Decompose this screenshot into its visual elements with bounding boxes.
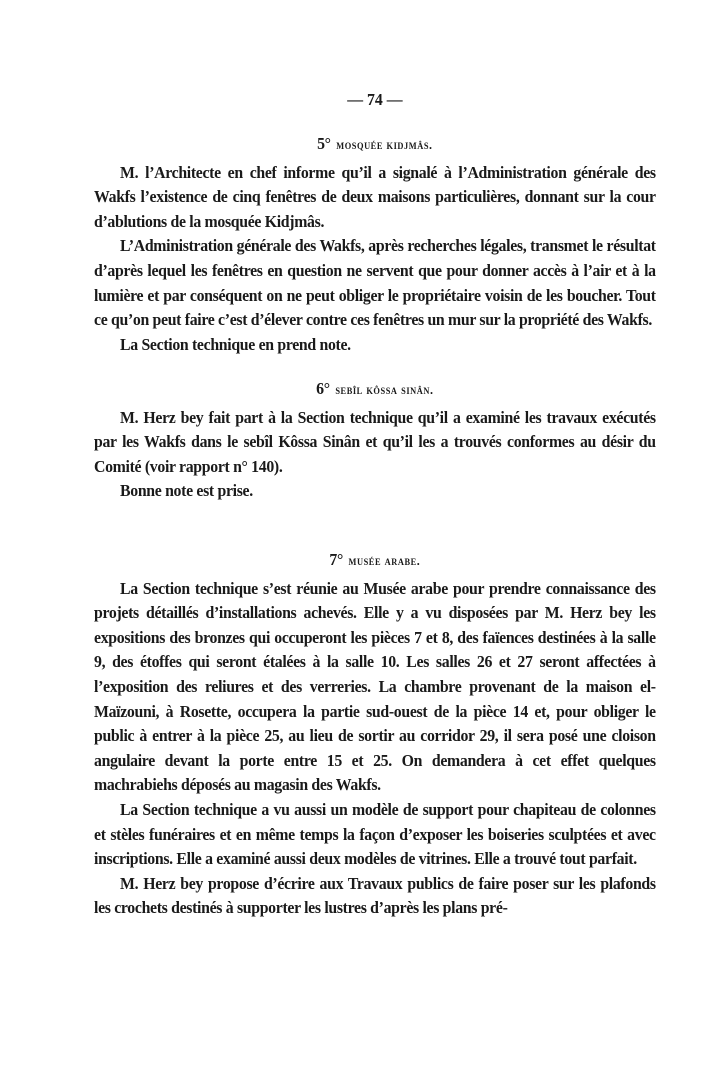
paragraph: La Section technique en prend note. [120,334,351,354]
section-title: sebîl kôssa sinân. [335,382,434,397]
paragraph: La Section technique s’est réunie au Musée arabe pour prendre connaissance des projets détaillés d’installations achevés. Elle y a vu disposées par M. Herz bey les expositions des bronzes qui occuperont les pièces 7 et 8, des faïences destinées à la salle 9, des étoffes qui seront étalées à la salle 10. Les salles 26 et 27 seront affectées à l’exposition des reliures et des verreries. La chambre provenant de la maison el-Maïzouni, à Rosette, occupera la partie sud-ouest de la pièce 14 et, pour obliger le public à entrer à la pièce 25, au lieu de sortir au corridor 29, il sera posé une cloison angulaire devant la porte entre 15 et 25. On demandera à cet effet quelques machrabiehs déposés au magasin des Wakfs. [94,578,656,795]
section-number: 7° [329,550,343,569]
paragraph: L’Administration générale des Wakfs, après recherches légales, transmet le résultat d’après lequel les fenêtres en question ne servent que pour donner accès à l’air et à la lumière et par conséquent on ne peut obliger le propriétaire voisin de les boucher. Tout ce qu’on peut faire c’est d’élever contre ces fenêtres un mur sur la propriété des Wakfs. [94,236,656,330]
section-number: 5° [317,134,331,153]
section-number: 6° [316,379,330,398]
paragraph: M. Herz bey propose d’écrire aux Travaux publics de faire poser sur les plafonds les crochets destinés à supporter les lustres d’après les plans pré- [94,873,656,918]
paragraph: M. l’Architecte en chef informe qu’il a signalé à l’Administration générale des Wakfs l’existence de cinq fenêtres de deux maisons particulières, donnant sur la cour d’ablutions de la mosquée Kidjmâs. [94,162,656,231]
section-title: mosquée kidjmâs. [336,137,433,152]
section-heading [94,132,656,158]
section-5 [94,132,656,357]
paragraph: La Section technique a vu aussi un modèle de support pour chapiteau de colonnes et stèles funéraires et en même temps la façon d’exposer les boiseries sculptées et avec inscriptions. Elle a examiné aussi deux modèles de vitrines. Elle a trouvé tout parfait. [94,799,656,869]
section-title: musée arabe. [348,553,421,568]
section-heading [94,377,656,403]
paragraph: M. Herz bey fait part à la Section technique qu’il a examiné les travaux exécutés par les Wakfs dans le sebîl Kôssa Sinân et qu’il les a trouvés conformes au désir du Comité (voir rapport n° 140). [94,407,656,476]
page-number: — 74 — [347,90,403,109]
paragraph: Bonne note est prise. [120,481,253,501]
section-heading [94,548,656,574]
section-6 [94,377,656,504]
section-7 [94,548,656,921]
